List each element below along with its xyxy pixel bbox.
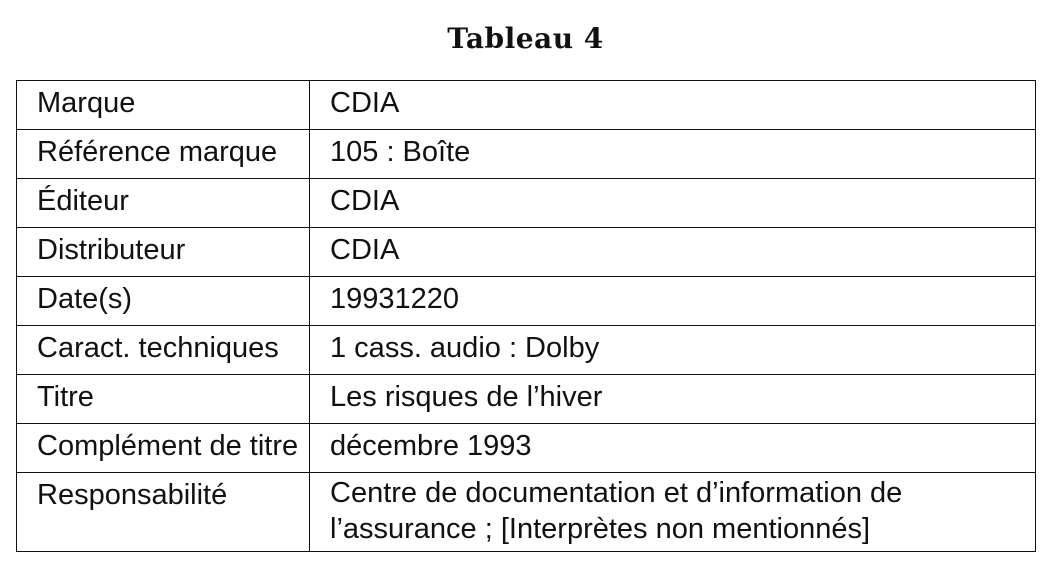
row-label-reference-marque: Référence marque — [17, 130, 310, 179]
table-row-responsabilite — [17, 473, 1036, 552]
row-value-caract-techniques: 1 cass. audio : Dolby — [310, 326, 1036, 375]
row-label-editeur: Éditeur — [17, 179, 310, 228]
table-row-complement-de-titre — [17, 424, 1036, 473]
record-table — [16, 80, 1036, 552]
row-label-responsabilite: Responsabilité — [17, 473, 310, 552]
table-row-reference-marque — [17, 130, 1036, 179]
table-row-titre — [17, 375, 1036, 424]
row-label-dates: Date(s) — [17, 277, 310, 326]
row-label-distributeur: Distributeur — [17, 228, 310, 277]
row-value-editeur: CDIA — [310, 179, 1036, 228]
row-label-caract-techniques: Caract. techniques — [17, 326, 310, 375]
row-value-responsabilite: Centre de documentation et d’information de l’assurance ; [Interprètes non mentionnés] — [310, 473, 1036, 552]
table-row-marque — [17, 81, 1036, 130]
row-value-complement-de-titre: décembre 1993 — [310, 424, 1036, 473]
row-value-titre: Les risques de l’hiver — [310, 375, 1036, 424]
row-label-complement-de-titre: Complément de titre — [17, 424, 310, 473]
row-value-distributeur: CDIA — [310, 228, 1036, 277]
table-row-distributeur — [17, 228, 1036, 277]
table-row-editeur — [17, 179, 1036, 228]
row-value-dates: 19931220 — [310, 277, 1036, 326]
row-label-titre: Titre — [17, 375, 310, 424]
row-value-reference-marque: 105 : Boîte — [310, 130, 1036, 179]
table-row-dates — [17, 277, 1036, 326]
table-row-caract-techniques — [17, 326, 1036, 375]
table-title: Tableau 4 — [447, 22, 604, 55]
row-value-marque: CDIA — [310, 81, 1036, 130]
row-label-marque: Marque — [17, 81, 310, 130]
